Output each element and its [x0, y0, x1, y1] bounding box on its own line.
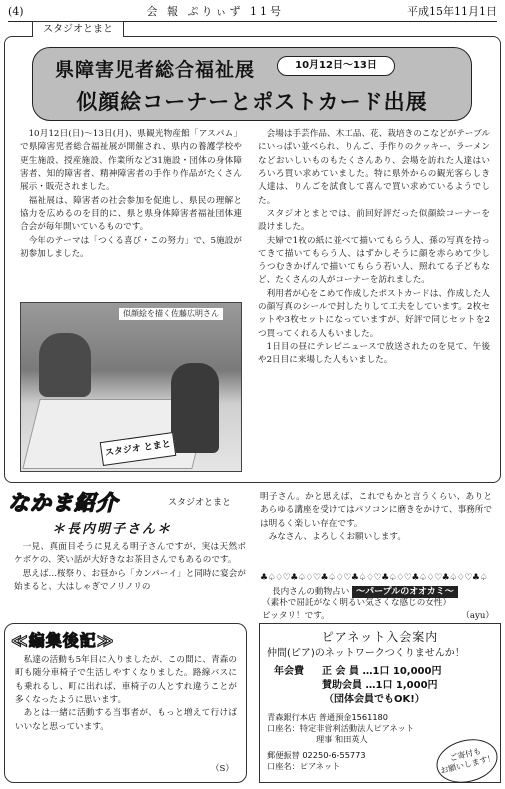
donation-oval: ご寄付も お願いします！ — [432, 733, 502, 789]
feature-paragraph: 福祉展は、障害者の社会参加を促進し、県民の理解と協力を広めるのを目的に、県と県身体障害者福祉団体連合会が毎年開いているものです。 — [20, 195, 242, 233]
animal-fortune-desc — [262, 597, 494, 624]
page-number: (4) — [8, 4, 24, 18]
feature-subtitle: 似顔絵コーナーとポストカード出展 — [76, 90, 428, 114]
fee-group-note: （団体会員でもOK!） — [324, 694, 425, 705]
membership-lead: 仲間(ピア)のネットワークつくりませんか！ — [267, 648, 465, 659]
editors-note-paragraph: 私達の活動も5年目に入りましたが、この間に、青森の町も随分車椅子で生活しやすくなりました。路線バスにも乗れるし、町に出れば、車椅子の人とすれ違うことが多くなったように思います。 — [15, 655, 237, 705]
editors-note-box — [4, 623, 247, 783]
animal-fortune-label: 長内さんの動物占い — [272, 587, 350, 597]
member-intro-left — [14, 541, 246, 594]
feature-banner — [32, 47, 472, 121]
postal-transfer: 郵便振替 02250-6-55773 — [267, 750, 366, 760]
child-figure — [171, 363, 219, 453]
member-paragraph: 一見、真面目そうに見える明子さんですが、実は天然ボケボケの、笑い話が大好きなお茶目さんでもあるのです。 — [14, 542, 246, 566]
event-photo — [20, 302, 242, 472]
member-paragraph: 明子さん。かと思えば、これでもかと言うくらい、ありとあらゆる講座を受けてはパソコンに磨きをかけて、事務所では明るく楽しい存在です。 — [260, 492, 492, 529]
feature-paragraph: 10月12日(日)～13日(月)、県観光物産館「アスパム」で県障害児者総合福祉展が開催され、県内の養護学校や更生施設、授産施設、作業所など31施設・団体の身体障害者、知的障害者、精神障害者の手作り作品がたくさん展示・販売されました。 — [20, 129, 242, 193]
feature-title: 県障害児者総合福祉展 — [55, 59, 256, 81]
member-intro-signature: （ayu） — [461, 611, 494, 622]
animal-desc-line2: ピッタリ！です。 — [262, 611, 330, 622]
membership-info-box — [259, 623, 501, 783]
feature-paragraph: 会場は手芸作品、木工品、花、栽培きのこなどがテーブルにいっぱい並べられ、りんご、手作りのクッキー、ラーメンなどおいしいものもたくさんあり、会場を訪れた人達はいろいろ買い求めていました。特に県外からの観光客らしき人達は、りんごを試食して喜んで買い求めているようでした。 — [258, 129, 490, 206]
editors-note-paragraph: あとは一緒に活動する当事者が、もっと増えて行けばいいなと思っています。 — [15, 708, 237, 732]
editors-note-title: ≪編集後記≫ — [11, 631, 115, 650]
issue-date: 平成15年11月1日 — [407, 4, 497, 18]
account-holder: 理事 和田英人 — [316, 734, 368, 744]
page-header — [8, 2, 497, 22]
feature-paragraph: 1日目の昼にテレビニュースで放送されたのを見て、午後や2日目に来場した人もいました。 — [258, 342, 490, 366]
photo-caption: 似顔絵を描く佐藤広明さん — [119, 308, 223, 320]
member-name: ＊長内明子さん＊ — [52, 522, 173, 537]
section-tab-label: スタジオとまと — [32, 21, 124, 37]
member-intro-right — [260, 491, 492, 544]
suit-divider: ♣♤♢♡♣♤♢♡♣♤♢♡♣♤♢♡♣♤♢♡♣♤♢♡♣♤♢♡♣♤ — [260, 573, 488, 583]
photo-sign: スタジオ とまと — [100, 432, 177, 466]
feature-paragraph: 夫婦で1枚の紙に並べて描いてもらう人、孫の写真を持ってきて描いてもらう人、はずかしそうに顔を赤らめて少しうつむきかげんで描いてもらう若い人、照れてる子どもなど、たくさんの人がコーナーを訪れました。 — [258, 235, 490, 286]
feature-paragraph: 今年のテーマは「つくる喜び・この努力」で、5施設が初参加しました。 — [20, 235, 242, 259]
editors-note-body — [15, 654, 237, 734]
editors-note-sign: （S） — [210, 763, 234, 774]
bank-account: 青森銀行本店 普通預金1561180 — [267, 712, 388, 722]
animal-fortune-value: ～パープルのオオカミ～ — [352, 586, 458, 598]
feature-dates: 10月12日～13日 — [277, 56, 395, 76]
feature-column-right — [258, 128, 490, 368]
fee-regular: 正 会 員 …1口 10,000円 — [322, 666, 442, 677]
member-paragraph: みなさん、よろしくお願いします。 — [268, 531, 406, 542]
feature-paragraph: 利用者が心をこめて作成したポストカードは、作成した人の顔写真のシールで封したりして工夫をしています。2枚セットや3枚セットになっていますが、好評で同じセットを2つ買ってくれる人もいました。 — [258, 288, 490, 339]
account-name: 口座名：特定非営利活動法人ピアネット — [267, 723, 415, 733]
member-intro-title: なかま紹介 — [8, 491, 118, 515]
postal-account-name: 口座名：ピアネット — [267, 761, 341, 771]
member-paragraph: 思えば…桜祭り、お昼から「カンパーイ」と同時に宴会が始まると、大はしゃぎでノリノリの — [14, 568, 246, 592]
fee-label: 年会費 — [274, 666, 304, 677]
membership-title: ピアネット入会案内 — [321, 630, 439, 644]
feature-column-left — [20, 128, 242, 261]
feature-paragraph: スタジオとまとでは、前回好評だった似顔絵コーナーを設けました。 — [258, 208, 490, 233]
newsletter-title: 会 報 ぷりぃず 11号 — [146, 4, 285, 18]
member-intro-org: スタジオとまと — [168, 498, 232, 508]
fee-support: 賛助会員 …1口 1,000円 — [322, 680, 438, 691]
animal-desc-line: （素朴で屈託がなく明るい気さくな感じの女性） — [262, 598, 452, 608]
artist-figure — [39, 333, 91, 397]
